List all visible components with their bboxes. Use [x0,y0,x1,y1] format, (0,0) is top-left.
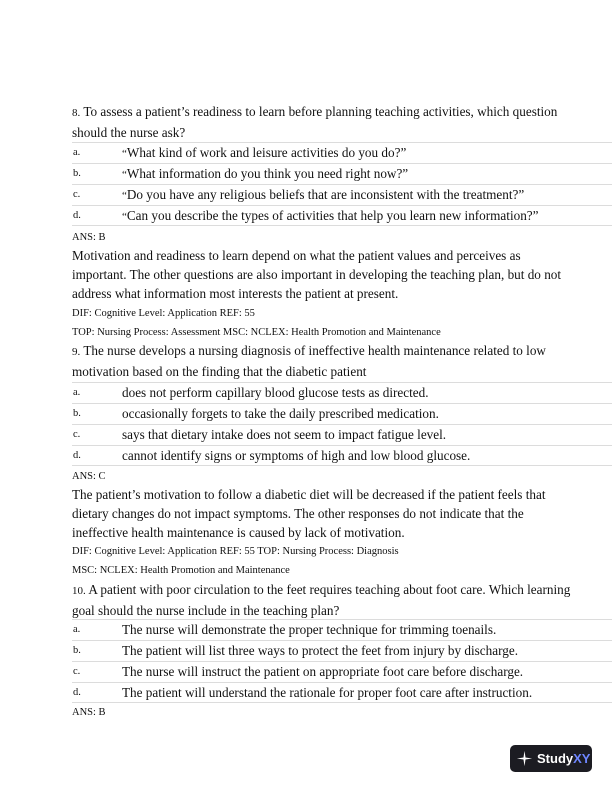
answer-option [72,205,612,226]
answer-option [72,403,612,424]
studyxy-badge[interactable] [510,745,592,772]
option-letter: b. [73,645,81,656]
option-letter: b. [73,168,81,179]
option-letter: c. [73,666,81,677]
option-text-body: Do you have any religious beliefs that are inconsistent with the treatment?” [126,187,525,202]
answer-option [72,142,612,163]
answer-key: ANS: B [72,707,106,718]
question-number: 10. [72,585,86,597]
option-text: occasionally forgets to take the daily prescribed medication. [122,406,439,421]
option-letter: d. [73,450,81,461]
option-text: The nurse will demonstrate the proper technique for trimming toenails. [122,622,497,637]
option-text-body: Can you describe the types of activities that help you learn new information?” [126,208,539,223]
option-letter: b. [73,408,81,419]
option-text: cannot identify signs or symptoms of high and low blood glucose. [122,448,471,463]
plus-star-icon [516,750,533,767]
open-quote: “ [122,190,127,202]
question-stem-8 [72,102,572,143]
answer-option [72,163,612,184]
question-text: To assess a patient’s readiness to learn before planning teaching activities, which question should the nurse ask? [72,104,558,140]
option-letter: d. [73,687,81,698]
answer-option [72,682,612,703]
option-letter: a. [73,624,81,635]
answer-key: ANS: C [72,471,106,482]
answer-option [72,382,612,403]
answer-option [72,184,612,205]
answer-option [72,445,612,466]
answer-option [72,661,612,682]
question-meta: DIF: Cognitive Level: Application REF: 55 TOP: Nursing Process: Diagnosis [72,546,399,557]
question-meta: MSC: NCLEX: Health Promotion and Maintenance [72,565,290,576]
option-text-body: What information do you think you need right now?” [126,166,409,181]
open-quote: “ [122,148,127,160]
open-quote: “ [122,211,127,223]
option-text [122,186,524,205]
option-letter: a. [73,387,81,398]
option-letter: d. [73,210,81,221]
rationale: The patient’s motivation to follow a diabetic diet will be decreased if the patient feels that dietary changes do not impact symptoms. The other responses do not indicate that the ineffective health maintenance is caused by lack of motivation. [72,487,546,540]
option-text-body: What kind of work and leisure activities do you do?” [126,145,407,160]
option-text: The patient will understand the rationale for proper foot care after instruction. [122,685,533,700]
option-text: does not perform capillary blood glucose tests as directed. [122,385,429,400]
brand-name-main: Study [537,751,574,766]
brand-name-accent: XY [573,751,591,766]
answer-option [72,619,612,640]
answer-option [72,640,612,661]
option-letter: c. [73,429,81,440]
option-letter: a. [73,147,81,158]
option-letter: c. [73,189,81,200]
option-text [122,207,539,226]
brand-wordmark [537,745,590,772]
option-text: says that dietary intake does not seem to impact fatigue level. [122,427,447,442]
rationale: Motivation and readiness to learn depend on what the patient values and perceives as important. The other questions are also important in developing the teaching plan, but do not address what information most interests the patient at present. [72,248,562,301]
question-number: 9. [72,346,81,358]
question-text: A patient with poor circulation to the feet requires teaching about foot care. Which learning goal should the nurse include in the teaching plan? [72,582,571,618]
open-quote: “ [122,169,127,181]
question-stem-9 [72,341,572,382]
question-stem-10 [72,580,572,621]
option-text [122,144,406,163]
option-text [122,165,408,184]
question-meta: DIF: Cognitive Level: Application REF: 55 [72,308,255,319]
answer-option [72,424,612,445]
question-number: 8. [72,107,81,119]
option-text: The nurse will instruct the patient on appropriate foot care before discharge. [122,664,524,679]
question-text: The nurse develops a nursing diagnosis of ineffective health maintenance related to low motivation based on the finding that the diabetic patient [72,343,546,379]
question-meta: TOP: Nursing Process: Assessment MSC: NCLEX: Health Promotion and Maintenance [72,327,441,338]
answer-key: ANS: B [72,232,106,243]
option-text: The patient will list three ways to protect the feet from injury by discharge. [122,643,518,658]
